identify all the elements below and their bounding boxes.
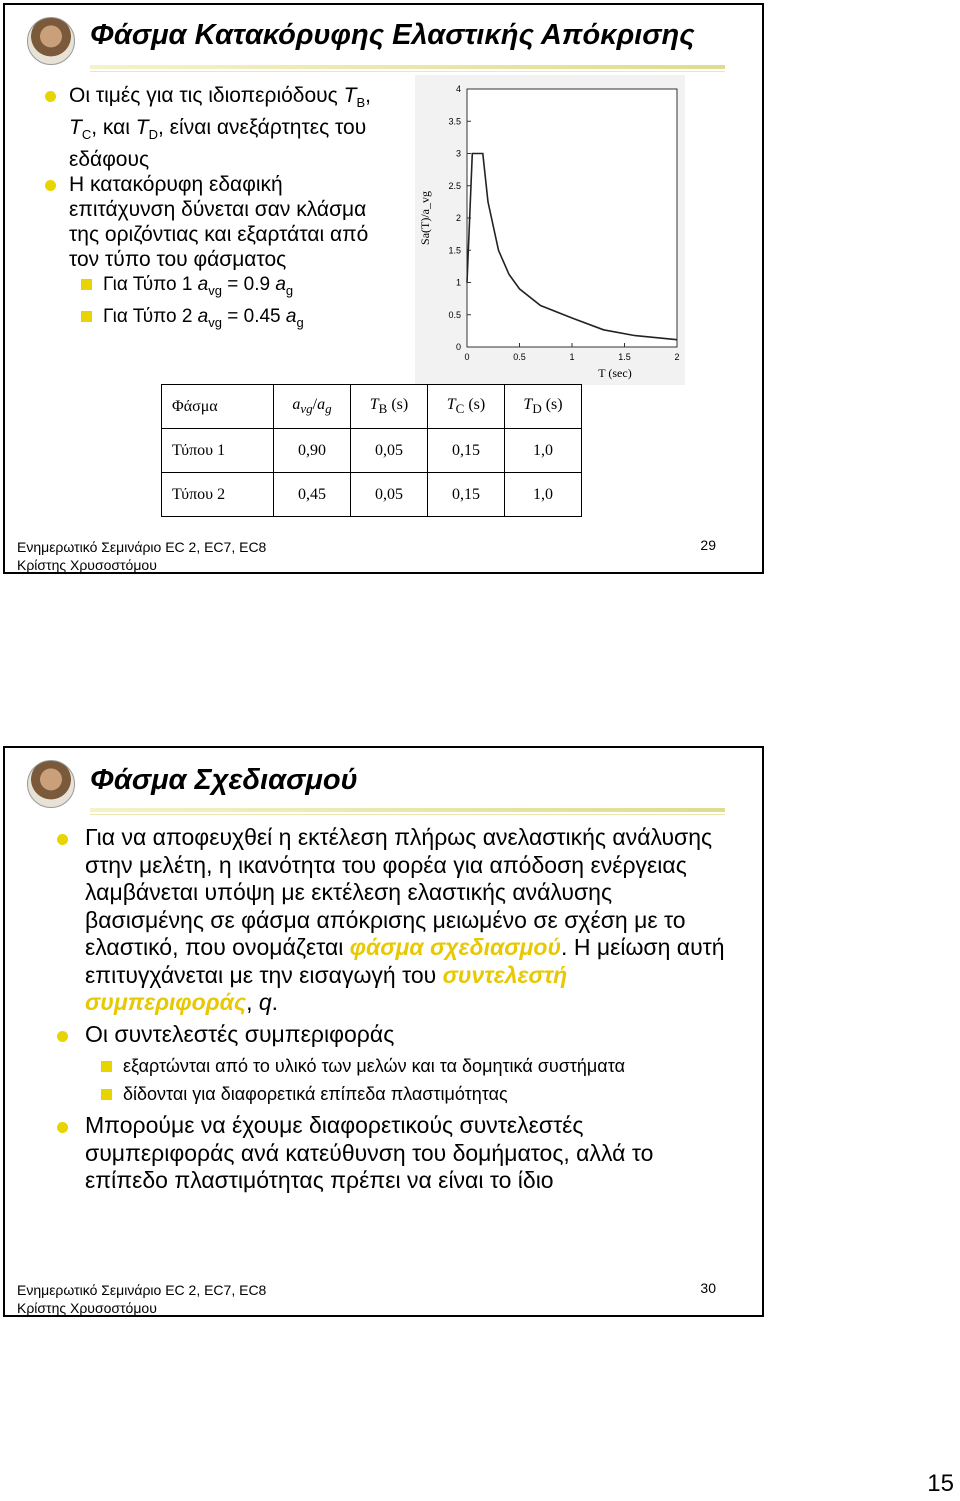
y-tick-label: 2.5 [448, 180, 461, 191]
table-cell: 1,0 [505, 473, 582, 517]
slide-number: 30 [700, 1280, 716, 1296]
table-cell: 0,90 [274, 429, 351, 473]
highlight-term: φάσμα σχεδιασμού [349, 934, 562, 960]
x-tick-label: 0.5 [513, 352, 526, 362]
table-cell: Τύπου 2 [162, 473, 274, 517]
y-tick-label: 4 [455, 84, 461, 94]
table-cell: 0,45 [274, 473, 351, 517]
y-tick-label: 0 [455, 342, 461, 352]
sub-bullet: δίδονται για διαφορετικά επίπεδα πλαστιμότητας [57, 1080, 737, 1108]
header-cell: $T_D$ (s) [505, 385, 582, 429]
y-tick-label: 2 [455, 213, 461, 223]
slide-30 [3, 746, 764, 1317]
square-bullet-icon [81, 279, 92, 290]
square-bullet-icon [81, 311, 92, 322]
header-cell: $T_B$ (s) [351, 385, 428, 429]
x-tick-label: 2 [674, 352, 680, 362]
title-underline [90, 65, 725, 69]
footer-author: Κρίστης Χρυσοστόμου [17, 557, 157, 573]
bullet-dot-icon [57, 1031, 68, 1042]
title-underline [90, 808, 725, 812]
x-tick-label: 1 [569, 352, 575, 362]
bullet-list [57, 824, 737, 1199]
sub-bullet: Για Τύπο 2 $a_{vg} = 0.45$ $a_g$ [45, 304, 389, 336]
slide-title: Φάσμα Σχεδιασμού [90, 764, 358, 796]
table-cell: Τύπου 1 [162, 429, 274, 473]
header-cell: $T_C$ (s) [428, 385, 505, 429]
y-axis-label: Sa(T)/a_vg [418, 191, 432, 245]
table-cell: 1,0 [505, 429, 582, 473]
table-cell: 0,15 [428, 473, 505, 517]
slide-number: 29 [700, 537, 716, 553]
y-tick-label: 0.5 [448, 309, 461, 320]
slide-title: Φάσμα Κατακόρυφης Ελαστικής Απόκρισης [90, 19, 695, 51]
spectrum-parameters-table [161, 384, 582, 517]
bullet-dot-icon [45, 180, 56, 191]
table-row [162, 473, 582, 517]
footer-author: Κρίστης Χρυσοστόμου [17, 1300, 157, 1316]
sub-bullet: εξαρτώνται από το υλικό των μελών και τα δομητικά συστήματα [57, 1052, 737, 1080]
square-bullet-icon [101, 1089, 112, 1100]
bullet-dot-icon [57, 834, 68, 845]
table-header-row [162, 385, 582, 429]
bullet-dot-icon [57, 1122, 68, 1133]
header-cell: $a_{vg}/a_g$ [274, 385, 351, 429]
university-seal-icon [27, 17, 75, 65]
header-cell: Φάσμα [162, 385, 274, 429]
slide-29 [3, 3, 764, 574]
x-tick-label: 1.5 [618, 352, 631, 362]
y-tick-label: 1.5 [448, 245, 461, 256]
university-seal-icon [27, 760, 75, 808]
x-tick-label: 0 [464, 352, 470, 362]
title-underline-thin [90, 71, 725, 72]
y-tick-label: 3 [455, 148, 461, 159]
slide-footer [17, 538, 266, 574]
slide-footer [17, 1281, 266, 1317]
highlight-term: συντελεστή συμπεριφοράς [85, 961, 568, 1015]
table-row [162, 429, 582, 473]
bullet-dot-icon [45, 91, 56, 102]
bullet-item: Οι συντελεστές συμπεριφοράς [57, 1021, 737, 1049]
bullet-item: Η κατακόρυφη εδαφική επιτάχυνση δύνεται σαν κλάσμα της οριζόντιας και εξαρτάται από τον τύπο του φάσματος [45, 172, 369, 272]
table-cell: 0,05 [351, 473, 428, 517]
bullet-item: Για να αποφευχθεί η εκτέλεση πλήρως ανελαστικής ανάλυσης στην μελέτη, η ικανότητα του φορέα για απόδοση ενέργειας λαμβάνεται υπόψη με εκτέλεση ελαστικής ανάλυσης βασισμένης σε φάσμα απόκρισης μειωμένο σε σχέση με το ελαστικό, που ονομάζεται φάσμα σχεδιασμού. Η μείωση αυτή επιτυγχάνεται με την εισαγωγή του συντελεστή συμπεριφοράς, q. [57, 824, 737, 1017]
y-tick-label: 1 [455, 277, 461, 288]
document-page-number: 15 [927, 1470, 954, 1497]
title-underline-thin [90, 814, 725, 815]
y-tick-label: 3.5 [448, 116, 461, 127]
footer-seminar: Ενημερωτικό Σεμινάριο EC 2, EC7, EC8 [17, 1282, 267, 1298]
x-axis-label: T (sec) [598, 366, 632, 380]
square-bullet-icon [101, 1061, 112, 1072]
bullet-list [45, 83, 389, 336]
sub-bullet: Για Τύπο 1 $a_{vg} = 0.9$ $a_g$ [45, 272, 389, 304]
table-cell: 0,15 [428, 429, 505, 473]
table-cell: 0,05 [351, 429, 428, 473]
footer-seminar: Ενημερωτικό Σεμινάριο EC 2, EC7, EC8 [17, 539, 267, 555]
spectrum-chart [415, 75, 685, 385]
bullet-item: Μπορούμε να έχουμε διαφορετικούς συντελεστές συμπεριφοράς ανά κατεύθυνση του δομήματος, αλλά το επίπεδο πλαστιμότητας πρέπει να είναι το ίδιο [57, 1112, 737, 1195]
plot-area [467, 89, 677, 347]
bullet-item: Οι τιμές για τις ιδιοπεριόδους $T_B$, $T_C$, και $T_D$, είναι ανεξάρτητες του εδάφους [45, 83, 389, 172]
